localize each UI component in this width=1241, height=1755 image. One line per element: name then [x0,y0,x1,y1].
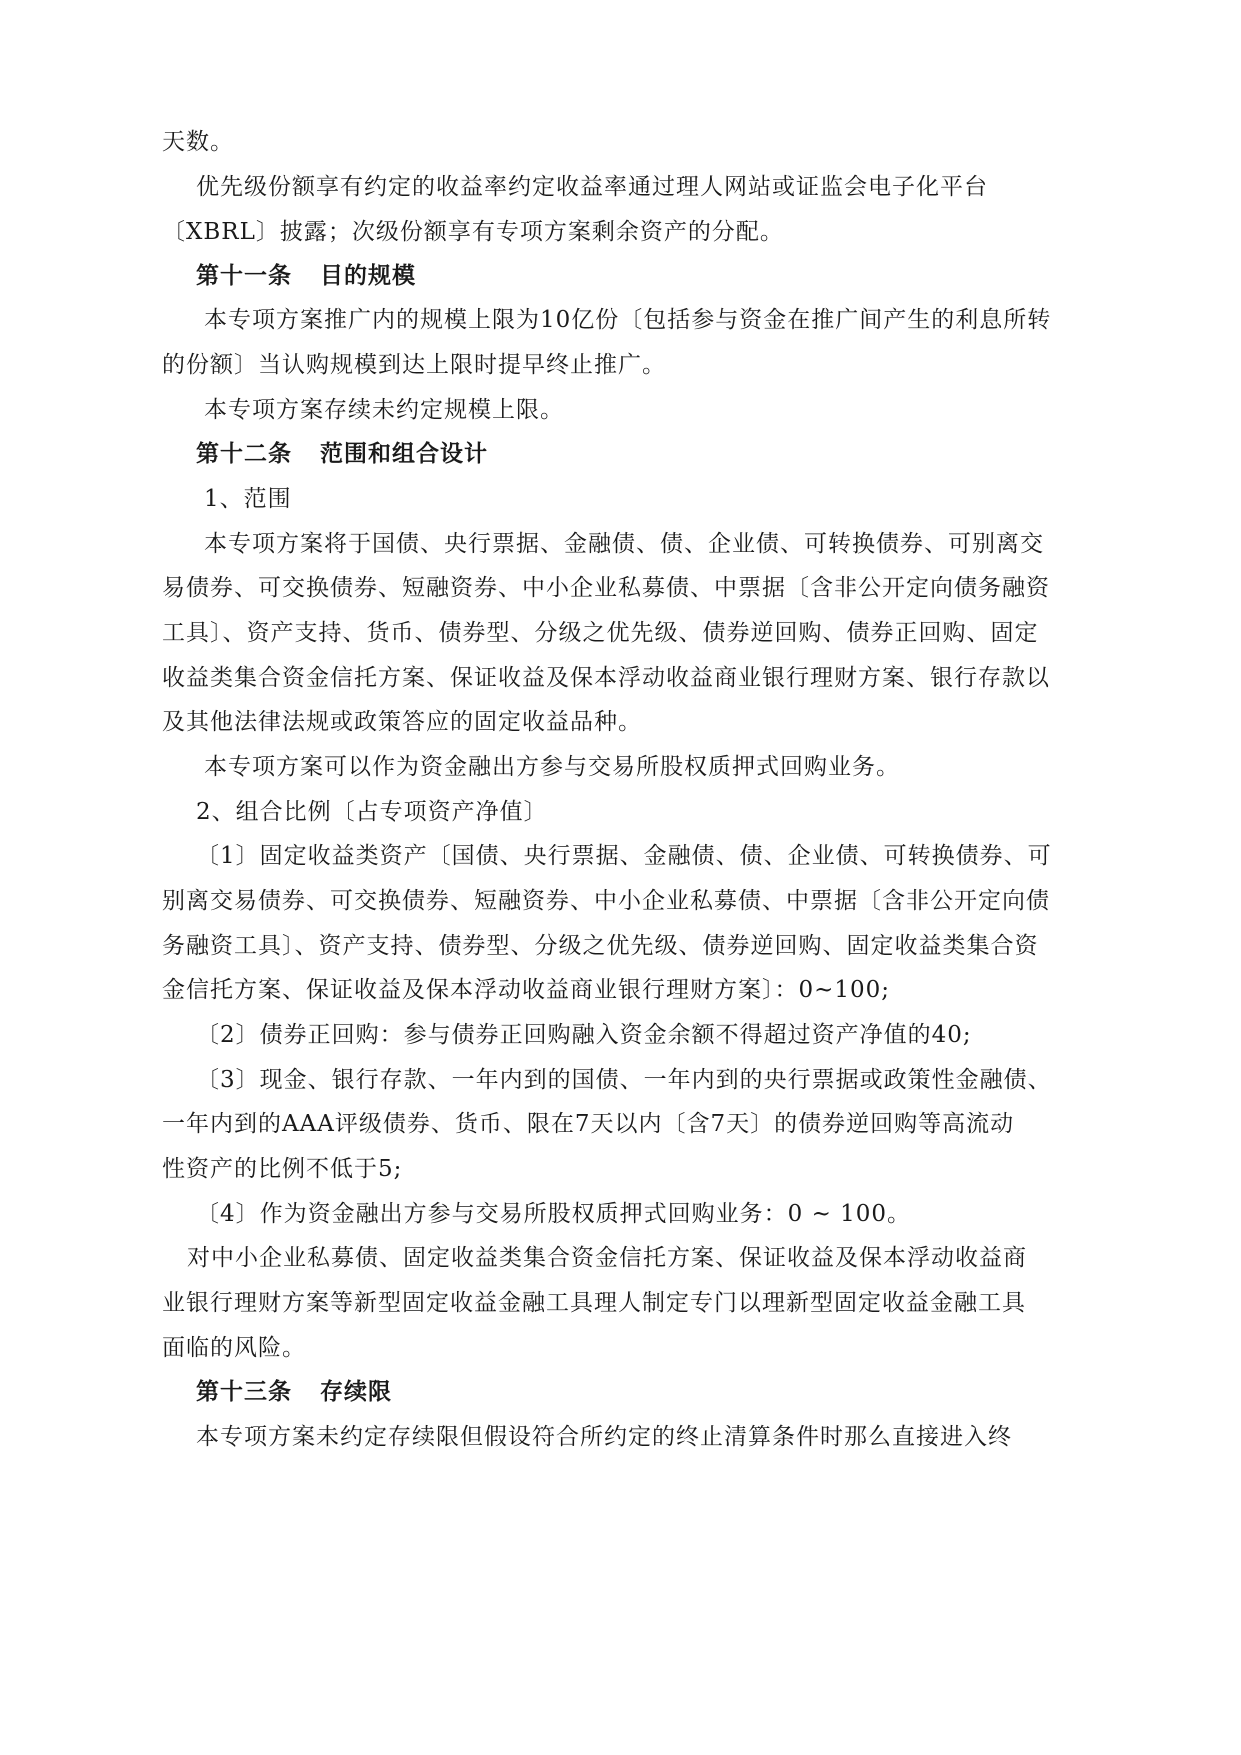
body-line: 〔2〕债券正回购：参与债券正回购融入资金余额不得超过资产净值的40; [196,1022,972,1048]
body-line: 一年内到的AAA评级债券、货币、限在7天以内〔含7天〕的债券逆回购等高流动 [162,1111,1015,1137]
body-line: 1、范围 [204,486,292,512]
body-line: 对中小企业私募债、固定收益类集合资金信托方案、保证收益及保本浮动收益商 [187,1245,1027,1271]
article-heading [196,439,1084,469]
body-line: 〔1〕固定收益类资产〔国债、央行票据、金融债、债、企业债、可转换债券、可 [196,843,1052,869]
body-line: 工具〕、资产支持、货币、债券型、分级之优先级、债券逆回购、债券正回购、固定 [162,620,1039,646]
body-line: 面临的风险。 [162,1335,306,1361]
body-line: 〔4〕作为资金融出方参与交易所股权质押式回购业务：0 ~ 100。 [196,1201,912,1227]
body-line: 业银行理财方案等新型固定收益金融工具理人制定专门以理新型固定收益金融工具 [162,1290,1026,1316]
body-line: 本专项方案将于国债、央行票据、金融债、债、企业债、可转换债券、可别离交 [204,531,1044,557]
body-line: 优先级份额享有约定的收益率约定收益率通过理人网站或证监会电子化平台 [196,174,988,200]
body-line: 〔XBRL〕披露；次级份额享有专项方案剩余资产的分配。 [162,219,784,245]
body-line: 收益类集合资金信托方案、保证收益及保本浮动收益商业银行理财方案、银行存款以 [162,665,1050,691]
article-number: 第十一条 [196,263,292,289]
body-line: 2、组合比例〔占专项资产净值〕 [196,799,548,825]
body-line: 的份额〕当认购规模到达上限时提早终止推广。 [162,352,666,378]
body-line: 性资产的比例不低于5; [162,1156,403,1182]
article-number: 第十三条 [196,1379,292,1405]
body-line: 易债券、可交换债券、短融资券、中小企业私募债、中票据〔含非公开定向债务融资 [162,575,1050,601]
body-line: 本专项方案存续未约定规模上限。 [204,397,564,423]
article-title: 存续限 [320,1379,392,1405]
body-line: 务融资工具〕、资产支持、债券型、分级之优先级、债券逆回购、固定收益类集合资 [162,933,1039,959]
body-line: 〔3〕现金、银行存款、一年内到的国债、一年内到的央行票据或政策性金融债、 [196,1067,1052,1093]
article-title: 范围和组合设计 [320,441,488,467]
body-line: 及其他法律法规或政策答应的固定收益品种。 [162,709,642,735]
body-line: 本专项方案推广内的规模上限为10亿份〔包括参与资金在推广间产生的利息所转 [204,307,1052,333]
body-line: 天数。 [162,129,234,155]
article-title: 目的规模 [320,263,416,289]
article-number: 第十二条 [196,441,292,467]
article-heading [196,261,1084,291]
body-line: 本专项方案可以作为资金融出方参与交易所股权质押式回购业务。 [204,754,900,780]
article-heading [196,1377,1084,1407]
body-line: 别离交易债券、可交换债券、短融资券、中小企业私募债、中票据〔含非公开定向债 [162,888,1050,914]
body-line: 本专项方案未约定存续限但假设符合所约定的终止清算条件时那么直接进入终 [196,1424,1012,1450]
body-line: 金信托方案、保证收益及保本浮动收益商业银行理财方案〕：0~100; [162,977,891,1003]
